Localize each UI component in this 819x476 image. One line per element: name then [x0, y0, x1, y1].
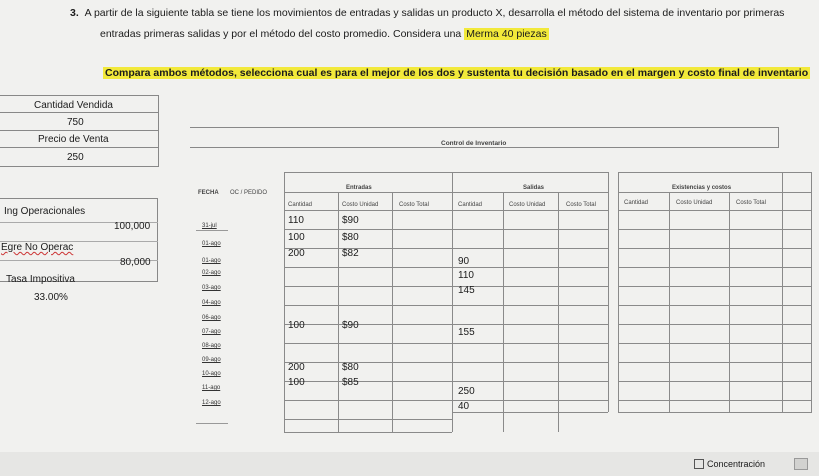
sales-table: [0, 95, 159, 167]
ing-label: Ing Operacionales: [4, 206, 86, 217]
price-value: 250: [67, 152, 84, 163]
entradas-costo-total: Costo Total: [399, 202, 429, 208]
salidas-cantidad: Cantidad: [458, 202, 483, 208]
existencias-costo-total: Costo Total: [736, 200, 766, 206]
entry-qty: 110: [288, 215, 304, 226]
output-qty: 40: [458, 401, 470, 412]
date-cell: 09-ago: [202, 357, 221, 363]
problem-line1: [70, 4, 815, 23]
oc-header: OC / PEDIDO: [230, 190, 268, 196]
date-cell: 07-ago: [202, 329, 221, 335]
tax-label: Tasa Impositiva: [6, 274, 75, 285]
view-icon[interactable]: [794, 458, 808, 470]
entradas-costo-unidad: Costo Unidad: [342, 202, 379, 208]
entry-qty: 200: [288, 362, 305, 373]
existencias-cantidad: Cantidad: [624, 200, 649, 206]
problem-text-1: A partir de la siguiente tabla se tiene los movimientos de entradas y salidas un producto X, desarrolla el método del sistema de inventario por primeras: [84, 7, 785, 19]
output-qty: 155: [458, 327, 475, 338]
entry-cost: $90: [342, 215, 359, 226]
output-qty: 250: [458, 386, 475, 397]
salidas-header: Salidas: [523, 185, 545, 191]
financial-table: [0, 198, 158, 303]
entry-cost: $82: [342, 248, 359, 259]
entradas-cantidad: Cantidad: [288, 202, 313, 208]
output-qty: 145: [458, 285, 475, 296]
date-cell: 01-ago: [202, 258, 221, 264]
tax-value: 33.00%: [34, 292, 68, 303]
entry-qty: 100: [288, 377, 305, 388]
entry-qty: 100: [288, 232, 305, 243]
output-qty: 110: [458, 270, 474, 281]
entry-cost: $85: [342, 377, 359, 388]
entry-cost: $80: [342, 232, 359, 243]
date-cell: 12-ago: [202, 400, 221, 406]
inventory-title: Control de Inventario: [441, 140, 507, 147]
egr-label: Egre No Operac: [1, 242, 74, 253]
problem-line3: [103, 64, 810, 83]
qty-sold-label: Cantidad Vendida: [34, 100, 113, 111]
salidas-costo-total: Costo Total: [566, 202, 596, 208]
salidas-costo-unidad: Costo Unidad: [509, 202, 546, 208]
problem-number: 3.: [70, 7, 79, 19]
inventory-title-bar: [190, 127, 779, 148]
date-cell: 02-ago: [202, 270, 221, 276]
egr-value: 80,000: [120, 257, 151, 268]
highlight-merma: Merma 40 piezas: [466, 28, 547, 40]
focus-mode-button[interactable]: [694, 459, 765, 469]
focus-mode-label: Concentración: [707, 459, 766, 469]
highlight-compare: Compara ambos métodos, selecciona cual es para el mejor de los dos y sustenta tu decisión basado en el margen y costo final de inventario: [105, 67, 809, 79]
fecha-header: FECHA: [198, 190, 219, 196]
date-cell: 10-ago: [202, 371, 221, 377]
price-label: Precio de Venta: [38, 134, 109, 145]
entry-cost: $80: [342, 362, 359, 373]
entry-qty: 100: [288, 320, 305, 331]
date-cell: 08-ago: [202, 343, 221, 349]
existencias-costo-unidad: Costo Unidad: [676, 200, 713, 206]
ing-value: 100,000: [114, 221, 151, 232]
problem-line2: [100, 25, 800, 44]
date-cell: 01-ago: [202, 241, 221, 247]
existencias-header: Existencias y costos: [672, 185, 732, 191]
entradas-header: Entradas: [346, 185, 372, 191]
date-cell: 11-ago: [202, 385, 221, 391]
date-cell: 04-ago: [202, 300, 221, 306]
status-bar: [0, 452, 819, 476]
focus-icon: [694, 459, 704, 469]
problem-text-2: entradas primeras salidas y por el método del costo promedio. Considera una: [100, 28, 465, 40]
output-qty: 90: [458, 256, 470, 267]
inventory-grid: [196, 172, 812, 436]
date-cell: 31-jul: [202, 223, 217, 229]
entry-qty: 200: [288, 248, 305, 259]
date-cell: 06-ago: [202, 315, 221, 321]
date-cell: 03-ago: [202, 285, 221, 291]
qty-sold-value: 750: [67, 117, 84, 128]
entry-cost: $90: [342, 320, 359, 331]
